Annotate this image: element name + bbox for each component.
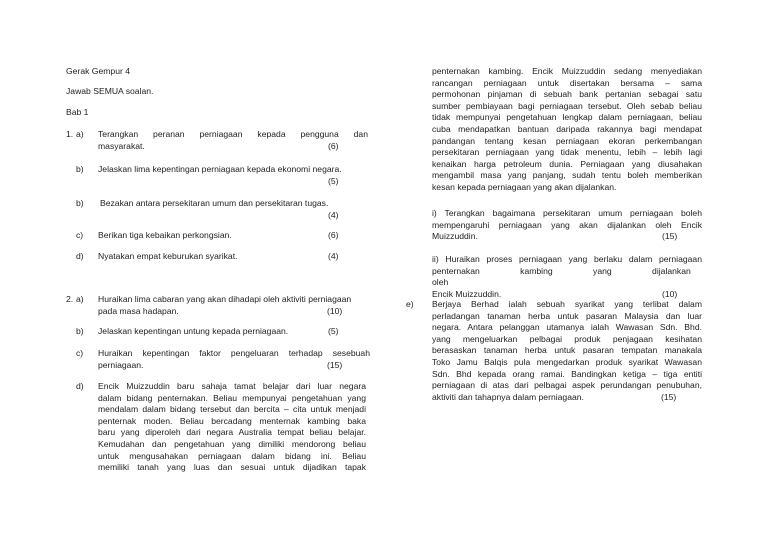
- passage-line: persekitaran perniagaan yang tidak menentu, lebih – lebih lagi: [432, 147, 702, 158]
- item-label: e): [406, 299, 414, 309]
- question-1d: Nyatakan empat keburukan syarikat.: [98, 251, 238, 261]
- marks: (10): [662, 288, 678, 299]
- passage-line: kesan kepada perniagaan yang akan dijalankan.: [432, 181, 617, 192]
- passage-line: mendalam dalam bidang tersebut dan bercita – cita untuk menjadi: [98, 404, 366, 415]
- text-end: perniagaan.: [98, 359, 144, 370]
- passage-line: baru yang diperoleh dari negara Australia tempat beliau belajar.: [98, 427, 366, 438]
- passage-line: dalam bidang penternakan. Beliau mempunyai pengetahuan yang: [98, 392, 366, 403]
- question-2e: [432, 299, 702, 403]
- passage-line: sumber pembiayaan bagi perniagaan tersebut. Oleh sebab beliau: [432, 100, 702, 111]
- chapter-heading: Bab 1: [66, 107, 89, 117]
- question-1a: [98, 129, 368, 152]
- passage-line: tidak mempunyai pengetahuan lengkap dalam perniagaan, beliau: [432, 112, 702, 123]
- item-label: b): [76, 164, 84, 174]
- text-line-last: [98, 141, 368, 153]
- question-2a: [98, 294, 370, 317]
- text-end: aktiviti dan tahapnya dalam perniagaan.: [432, 391, 584, 402]
- text-line: penternakan kambing yang dijalankan oleh: [432, 265, 691, 288]
- instruction: Jawab SEMUA soalan.: [66, 86, 154, 96]
- passage-line: berasaskan tanaman herba untuk pasaran tempatan manakala: [432, 345, 702, 356]
- question-number: 2.: [66, 294, 74, 304]
- passage-line: perladangan tanaman herba untuk pasaran Malaysia dan luar: [432, 310, 702, 321]
- text-end: pada masa hadapan.: [98, 305, 179, 316]
- item-label: d): [76, 381, 84, 391]
- text-line: mempengaruhi perniagaan yang akan dijalankan oleh Encik: [432, 219, 702, 230]
- passage-line: rancangan perniagaan untuk disertakan bersama – sama: [432, 77, 702, 88]
- text-end: masyarakat.: [98, 140, 145, 151]
- marks: (15): [661, 391, 677, 402]
- text-line: i) Terangkan bagaimana persekitaran umum perniagaan boleh: [432, 208, 702, 218]
- question-1c: Berikan tiga kebaikan perkongsian.: [98, 230, 232, 240]
- marks: (15): [327, 359, 343, 370]
- passage-line: Encik Muizzuddin baru sahaja tamat belajar dari luar negara: [98, 381, 366, 391]
- passage-line: Kemudahan dan pengetahuan yang dimiliki mendorong beliau: [98, 438, 366, 449]
- marks: (5): [328, 326, 339, 336]
- passage-line: negara. Antara pelanggan utamanya ialah Wawasan Sdn. Bhd.: [432, 322, 702, 333]
- question-2d-i: [432, 208, 702, 243]
- passage-line: memiliki tanah yang luas dan sesuai untuk dijadikan tapak: [98, 462, 366, 473]
- passage-line: untuk mengusahakan perniagaan dalam bidang ini. Beliau: [98, 450, 366, 461]
- passage-line: mengambil masa yang panjang, sudah tentu boleh memberikan: [432, 170, 702, 181]
- passage-line: penternak moden. Beliau bercadang menternak kambing baka: [98, 415, 366, 426]
- marks: (6): [328, 230, 339, 240]
- text-line: Huraikan lima cabaran yang akan dihadapi oleh aktiviti perniagaan: [98, 294, 352, 304]
- text-line: Jelaskan lima kepentingan perniagaan kepada ekonomi negara.: [98, 164, 342, 174]
- question-1b-2: [100, 198, 370, 222]
- text-end: Muizzuddin.: [432, 231, 478, 242]
- item-label: b): [76, 198, 84, 208]
- passage-line: pandangan tentang kesan perniagaan ekoran perkembangan: [432, 135, 702, 146]
- doc-title: Gerak Gempur 4: [66, 66, 130, 76]
- passage-line: Toko Jamu Balqis pula mengedarkan produk syarikat Wawasan: [432, 356, 702, 367]
- item-label: c): [76, 348, 84, 358]
- marks-line: [98, 176, 368, 188]
- passage-line: perniagaan di atas dari pelbagai aspek perundangan penubuhan,: [432, 380, 702, 391]
- question-2c: [98, 348, 370, 371]
- marks: (4): [328, 251, 339, 261]
- text-line: Huraikan kepentingan faktor pengeluaran terhadap sesebuah: [98, 348, 370, 358]
- item-label: d): [76, 251, 84, 261]
- marks: (6): [328, 140, 339, 151]
- text-line-last: [98, 360, 370, 372]
- text-line-last: [98, 306, 370, 318]
- marks: (10): [327, 305, 343, 316]
- passage-line: kenaikan harga petroleum dunia. Perniagaan yang diusahakan: [432, 158, 702, 169]
- passage-line: Berjaya Berhad ialah sebuah syarikat yang terlibat dalam: [432, 299, 702, 309]
- question-number: 1.: [66, 129, 74, 139]
- passage-line: penternakan kambing. Encik Muizzuddin sedang menyediakan: [432, 66, 702, 76]
- marks: (15): [662, 231, 678, 242]
- item-label: c): [76, 230, 84, 240]
- text-line: Terangkan peranan perniagaan kepada pengguna dan: [98, 129, 368, 139]
- passage-line: yang mengeluarkan pelbagai produk penjagaan kesihatan: [432, 333, 702, 344]
- question-2b: Jelaskan kepentingan untung kepada perniagaan.: [98, 326, 289, 336]
- passage-line: cuba mendapatkan bantuan daripada rakannya bagi mendapat: [432, 123, 702, 134]
- text-line: Bezakan antara persekitaran umum dan persekitaran tugas.: [100, 198, 329, 208]
- text-end: Encik Muizzuddin.: [432, 288, 502, 299]
- marks: (5): [328, 175, 339, 186]
- item-label: a): [76, 294, 84, 304]
- text-line: ii) Huraikan proses perniagaan yang berlaku dalam perniagaan: [432, 254, 702, 264]
- passage-line: permohonan pinjaman di sebuah bank pertanian sebagai satu: [432, 89, 702, 100]
- question-2d-passage-cont: [432, 66, 702, 194]
- item-label: a): [76, 129, 84, 139]
- marks: (4): [328, 209, 339, 220]
- marks-line: [100, 210, 370, 222]
- question-1b: [98, 164, 368, 188]
- question-2d-ii: [432, 254, 702, 300]
- text-line-last: [432, 231, 702, 243]
- question-2d-passage: [98, 381, 366, 474]
- item-label: b): [76, 326, 84, 336]
- text-line-last: [432, 392, 702, 404]
- passage-line: Sdn. Bhd kepada orang ramai. Bandingkan ketiga – tiga entiti: [432, 368, 702, 379]
